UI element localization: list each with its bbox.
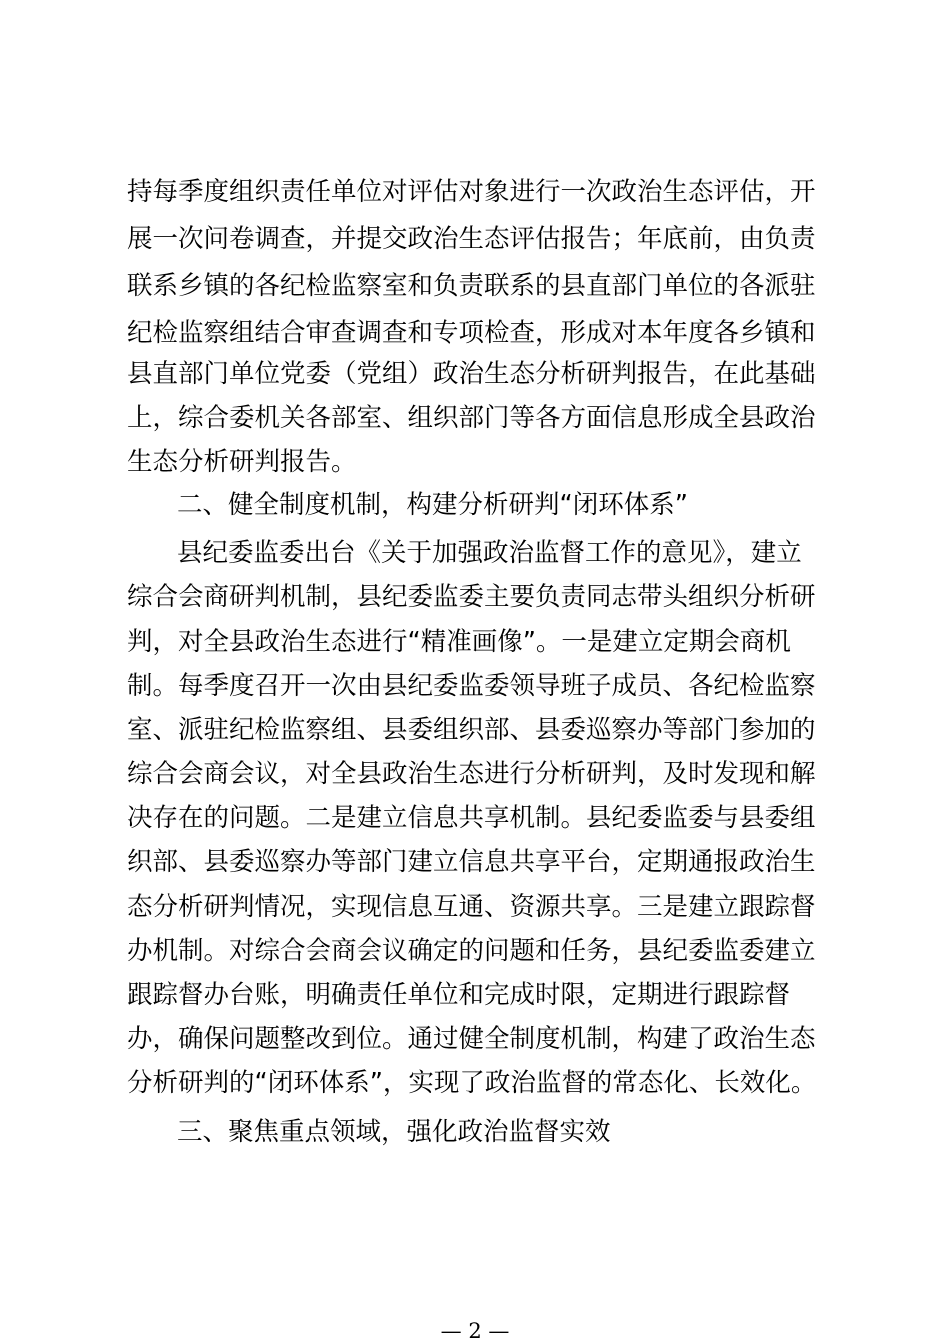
body-text-line: 织部、县委巡察办等部门建立信息共享平台，定期通报政治生 <box>127 847 816 877</box>
body-text-line: 上，综合委机关各部室、组织部门等各方面信息形成全县政治 <box>127 403 816 433</box>
body-text-line: 县直部门单位党委（党组）政治生态分析研判报告，在此基础 <box>127 359 816 389</box>
body-text-line: 制。每季度召开一次由县纪委监委领导班子成员、各纪检监察 <box>127 671 816 701</box>
body-text-line: 办机制。对综合会商会议确定的问题和任务，县纪委监委建立 <box>127 936 816 966</box>
section-heading: 三、聚焦重点领域，强化政治监督实效 <box>177 1117 611 1147</box>
body-text-line: 县纪委监委出台《关于加强政治监督工作的意见》，建立 <box>177 538 802 568</box>
body-text-line: 综合会商会议，对全县政治生态进行分析研判，及时发现和解 <box>127 759 816 789</box>
body-text-line: 分析研判的“闭环体系”，实现了政治监督的常态化、长效化。 <box>127 1068 817 1098</box>
body-text-line: 综合会商研判机制，县纪委监委主要负责同志带头组织分析研 <box>127 582 816 612</box>
body-text-line: 持每季度组织责任单位对评估对象进行一次政治生态评估，开 <box>127 177 816 207</box>
body-text-line: 跟踪督办台账，明确责任单位和完成时限，定期进行跟踪督 <box>127 980 791 1010</box>
body-text-line: 生态分析研判报告。 <box>127 447 357 477</box>
body-text-line: 室、派驻纪检监察组、县委组织部、县委巡察办等部门参加的 <box>127 715 816 745</box>
body-text-line: 决存在的问题。二是建立信息共享机制。县纪委监委与县委组 <box>127 803 816 833</box>
body-text-line: 办，确保问题整改到位。通过健全制度机制，构建了政治生态 <box>127 1024 816 1054</box>
section-heading: 二、健全制度机制，构建分析研判“闭环体系” <box>177 490 688 520</box>
body-text-line: 判，对全县政治生态进行“精准画像”。一是建立定期会商机 <box>127 627 791 657</box>
body-text-line: 态分析研判情况，实现信息互通、资源共享。三是建立跟踪督 <box>127 892 816 922</box>
body-text-line: 联系乡镇的各纪检监察室和负责联系的县直部门单位的各派驻 <box>127 271 816 301</box>
page-number: — 2 — <box>440 1319 510 1343</box>
body-text-line: 展一次问卷调查，并提交政治生态评估报告；年底前，由负责 <box>127 224 816 254</box>
body-text-line: 纪检监察组结合审查调查和专项检查，形成对本年度各乡镇和 <box>127 318 816 348</box>
